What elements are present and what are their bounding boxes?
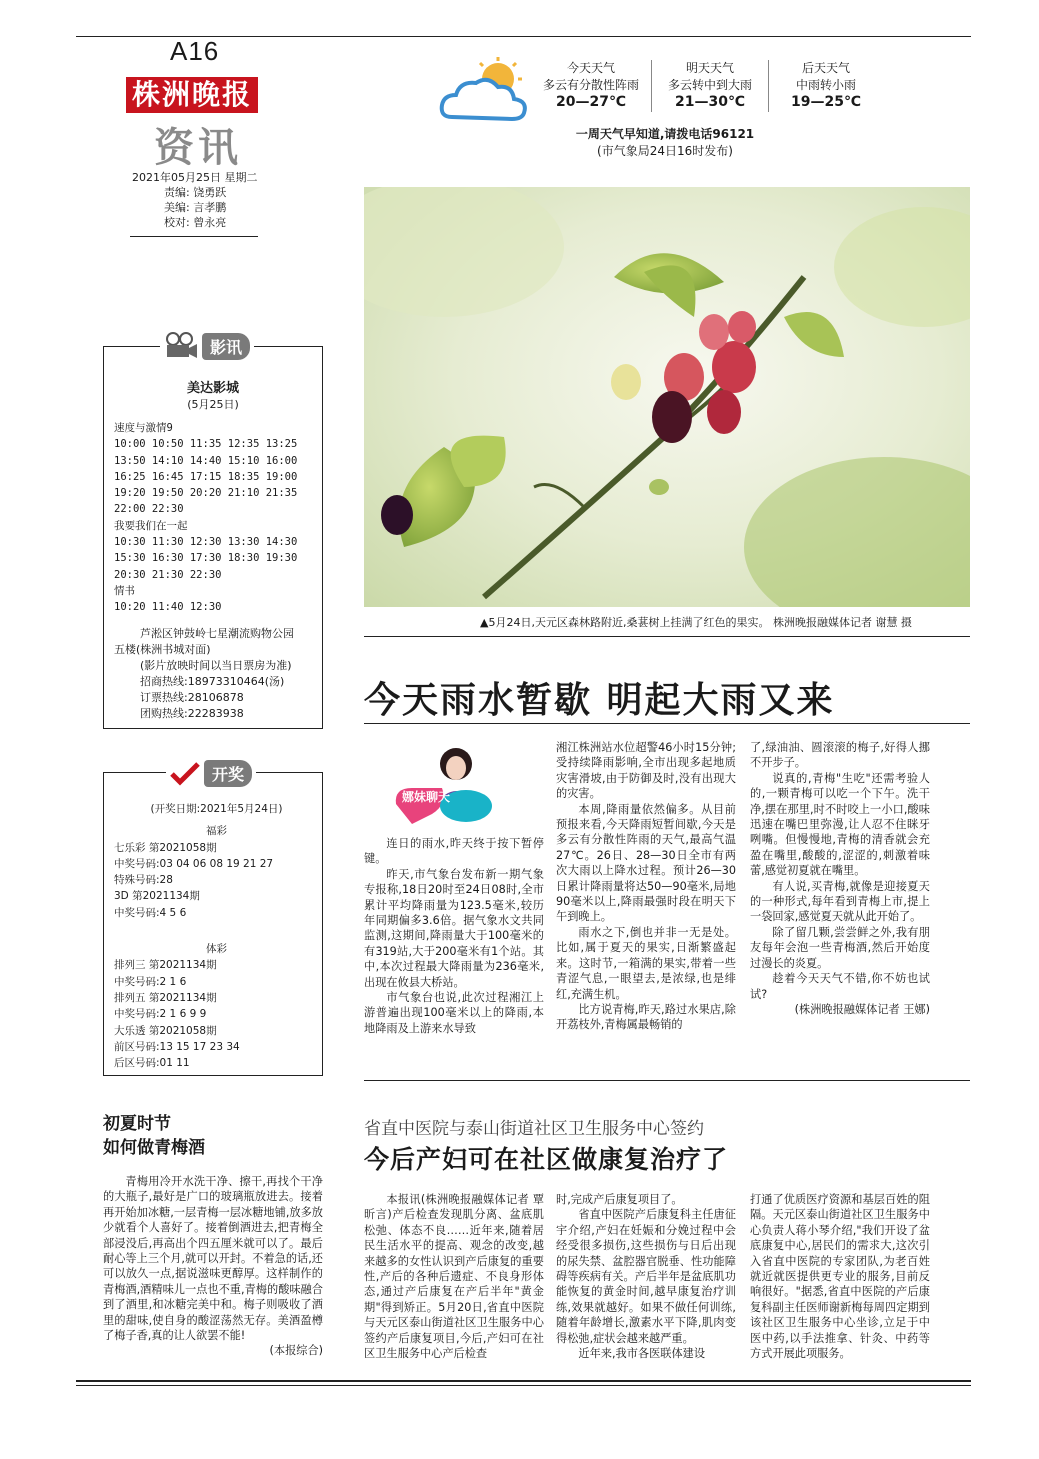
- weather-today: 今天天气 多云有分散性阵雨 20—27℃: [542, 61, 639, 110]
- cloud-sun-icon: [438, 55, 530, 125]
- page-number: A16: [170, 36, 220, 66]
- date-line: 2021年05月25日 星期二: [132, 171, 258, 184]
- bottom-rule: [76, 1380, 971, 1382]
- bottom-rule-thin: [76, 1385, 971, 1386]
- lottery-box: [103, 772, 323, 1076]
- cinema-address: 芦淞区钟鼓岭七星潮流购物公园 五楼(株洲书城对面) (影片放映时间以当日票房为准) 招商热线:18973310464(汤) 订票热线:28106878 团购热线:22283938: [114, 627, 294, 720]
- bottom-article-col3: 打通了优质医疗资源和基层百姓的阻隔。天元区泰山街道社区卫生服务中心负责人蒋小琴介绍,"我们开设了盆底康复中心,居民们的需求大,这次引入省直中医院的专家团队,为老百姓就近就医提供更专业的服务,目前反响很好。"据悉,省直中医院的产后康复科副主任医师谢新梅每周四定期到该社区卫生服务中心坐诊,立足于中医中药,以手法推拿、针灸、中药等方式开展此项服务。: [750, 1193, 930, 1361]
- showtime-line: 13:50 14:10 14:40 15:10 16:00: [114, 454, 298, 467]
- section-divider: [364, 1080, 970, 1081]
- weather-day-after: 后天天气 中雨转小雨 19—25℃: [791, 61, 861, 110]
- weather-divider: [651, 60, 652, 112]
- bottom-article-subhead: 省直中医院与泰山街道社区卫生服务中心签约: [364, 1119, 704, 1139]
- showtime-line: 19:20 19:50 20:20 21:10 21:35: [114, 487, 298, 500]
- showtime-line: 16:25 16:45 17:15 18:35 19:00: [114, 470, 298, 483]
- showtime-line: 10:00 10:50 11:35 12:35 13:25: [114, 438, 298, 451]
- weather-divider: [768, 60, 769, 112]
- showtime-line: 20:30 21:30 22:30: [114, 568, 222, 581]
- showtime-line: 情书: [114, 584, 135, 597]
- checkmark-icon: [170, 762, 200, 786]
- newspaper-logo: 株洲晚报: [126, 77, 258, 113]
- showtime-line: 15:30 16:30 17:30 18:30 19:30: [114, 552, 298, 565]
- art-editor-line: 美编: 言孝鹏: [164, 201, 227, 214]
- masthead-meta: [132, 170, 258, 230]
- caption-rule: [364, 636, 970, 637]
- main-article-col1: 连日的雨水,昨天终于按下暂停键。 昨天,市气象台发布新一期气象专报称,18日20时至24日08时,全市累计平均降雨量为123.5毫米,较历年同期偏多3.6倍。据气象水文共同监测,这期间,降雨量大于100毫米的有319站,大于200毫米有1个站。其中,本次过程最大降雨量为236毫米,出现在攸县大桥站。 市气象台也说,此次过程湘江上游普遍出现100毫米以上的降雨,本地降雨及上游来水导致: [364, 837, 544, 1035]
- showtimes-list: [114, 420, 319, 616]
- section-title: 资讯: [154, 124, 242, 171]
- bottom-article-headline: 今后产妇可在社区做康复治疗了: [364, 1145, 729, 1174]
- columnist-label: 娜妹聊天: [402, 790, 451, 804]
- lottery-tag: 开奖: [166, 760, 256, 787]
- cinema-tag: 影讯: [160, 332, 254, 360]
- editor-line: 责编: 饶勇跃: [164, 186, 227, 199]
- showtime-line: 10:30 11:30 12:30 13:30 14:30: [114, 536, 298, 549]
- lottery-results: (开奖日期:2021年5月24日) 福彩 七乐彩 第2021058期 中奖号码:03 04 06 08 19 21 27 特殊号码:28 3D 第2021134期 中奖号码:4 5 6 体彩 排列三 第2021134期 中奖号码:2 1 6 排列五 第2021134期 中奖号码:2 1 6 9 9 大乐透 第2021058期 前区号码:13 15 17 23 34 后区号码:01 11: [114, 803, 283, 1070]
- mulberry-photo: [364, 187, 970, 607]
- columnist-avatar: [392, 744, 496, 830]
- photo-caption: ▲5月24日,天元区森林路附近,桑葚树上挂满了红色的果实。 株洲晚报融媒体记者 谢慧 摄: [480, 616, 912, 629]
- film-camera-icon: [164, 332, 198, 360]
- weather-tomorrow: 明天天气 多云转中到大雨 21—30℃: [667, 61, 752, 110]
- showtime-line: 22:00 22:30: [114, 503, 184, 516]
- side-article-title: 初夏时节 如何做青梅酒: [103, 1114, 205, 1158]
- showtime-line: 我要我们在一起: [114, 519, 188, 532]
- bottom-article-col1: 本报讯(株洲晚报融媒体记者 覃昕言)产后检查发现肌分离、盆底肌松弛、体态不良……近年来,随着居民生活水平的提高、观念的改变,越来越多的女性认识到产后康复的重要性,产后的各种后遗症、不良身形体态,通过产后康复在产后半年"黄金期"得到矫正。5月20日,省直中医院与天元区泰山街道社区卫生服务中心签约产后康复项目,今后,产妇可在社区卫生服务中心产后检查: [364, 1193, 544, 1361]
- masthead-rule: [130, 236, 258, 237]
- proof-line: 校对: 曾永亮: [164, 216, 227, 229]
- cinema-listing-box: [103, 346, 323, 729]
- headline-rule: [364, 723, 970, 724]
- bottom-article-col2: 时,完成产后康复项目了。 省直中医院产后康复科主任唐征宇介绍,产妇在妊娠和分娩过程中会经受很多损伤,这些损伤与日后出现的尿失禁、盆腔器官脱垂、性功能障碍等疾病有关。产后半年是盆底肌功能恢复的黄金时间,越早康复治疗训练,效果就越好。如果不做任何训练,随着年龄增长,激素水平下降,肌肉变得松弛,症状会越来越严重。 近年来,我市各医联体建设: [556, 1193, 736, 1361]
- side-article-body: 青梅用冷开水洗干净、擦干,再找个干净的大瓶子,最好是广口的玻璃瓶放进去。接着再开始加冰糖,一层青梅一层冰糖地铺,放多放少就看个人喜好了。接着倒酒进去,把青梅全部浸没后,再高出个四五厘米就可以了。最后耐心等上三个月,就可以开封。不着急的话,还可以放久一点,据说滋味更醇厚。这样制作的青梅酒,酒精味儿一点也不重,青梅的酸味融合到了酒里,和冰糖完美中和。梅子则吸收了酒里的甜味,使自身的酸涩荡然无存。美酒盈樽了梅子香,真的让人欲罢不能! (本报综合): [103, 1175, 323, 1358]
- main-article-col3: 了,绿油油、圆滚滚的梅子,好得人挪不开步子。 说真的,青梅"生吃"还需考验人的,一颗青梅可以吃一个下午。洗干净,摆在那里,时不时咬上一小口,酸味迅速在嘴巴里弥漫,让人忍不住眯牙咧嘴。但慢慢地,青梅的清香就会充盈在嘴里,酸酸的,涩涩的,刺激着味蕾,感觉初夏就在嘴里。 有人说,买青梅,就像是迎接夏天的一种形式,每年看到青梅上市,提上一袋回家,感觉夏天就从此开始了。 除了留几颗,尝尝鲜之外,我有朋友每年会泡一些青梅酒,然后开始度过漫长的炎夏。 趁着今天天气不错,你不妨也试试? (株洲晚报融媒体记者 王娜): [750, 741, 930, 1016]
- cinema-name: 美达影城: [186, 381, 239, 396]
- showtime-line: 10:20 11:40 12:30: [114, 601, 222, 614]
- main-article-col2: 湘江株洲站水位超警46小时15分钟;受持续降雨影响,全市出现多起地质灾害滑坡,由于防御及时,没有出现大的灾害。 本周,降雨量依然偏多。从目前预报来看,今天降雨短暂间歇,今天是多云有分散性阵雨的天气,最高气温27℃。26日、28—30日全市有两次大雨以上降水过程。预计26—30日累计降雨量将达50—90毫米,局地90毫米以上,降雨最强时段在明天下午到晚上。 雨水之下,倒也并非一无是处。比如,属于夏天的果实,日渐繁盛起来。这时节,一箱满的果实,带着一些青涩气息,一眼望去,是浓绿,也是绯红,充满生机。 比方说青梅,昨天,路过水果店,除开荔枝外,青梅属最畅销的: [556, 741, 736, 1032]
- weather-note: 一周天气早知道,请拨电话96121 (市气象局24日16时发布): [575, 127, 755, 158]
- main-headline: 今天雨水暂歇 明起大雨又来: [364, 680, 835, 721]
- cinema-date: (5月25日): [187, 398, 239, 411]
- showtime-line: 速度与激情9: [114, 422, 173, 434]
